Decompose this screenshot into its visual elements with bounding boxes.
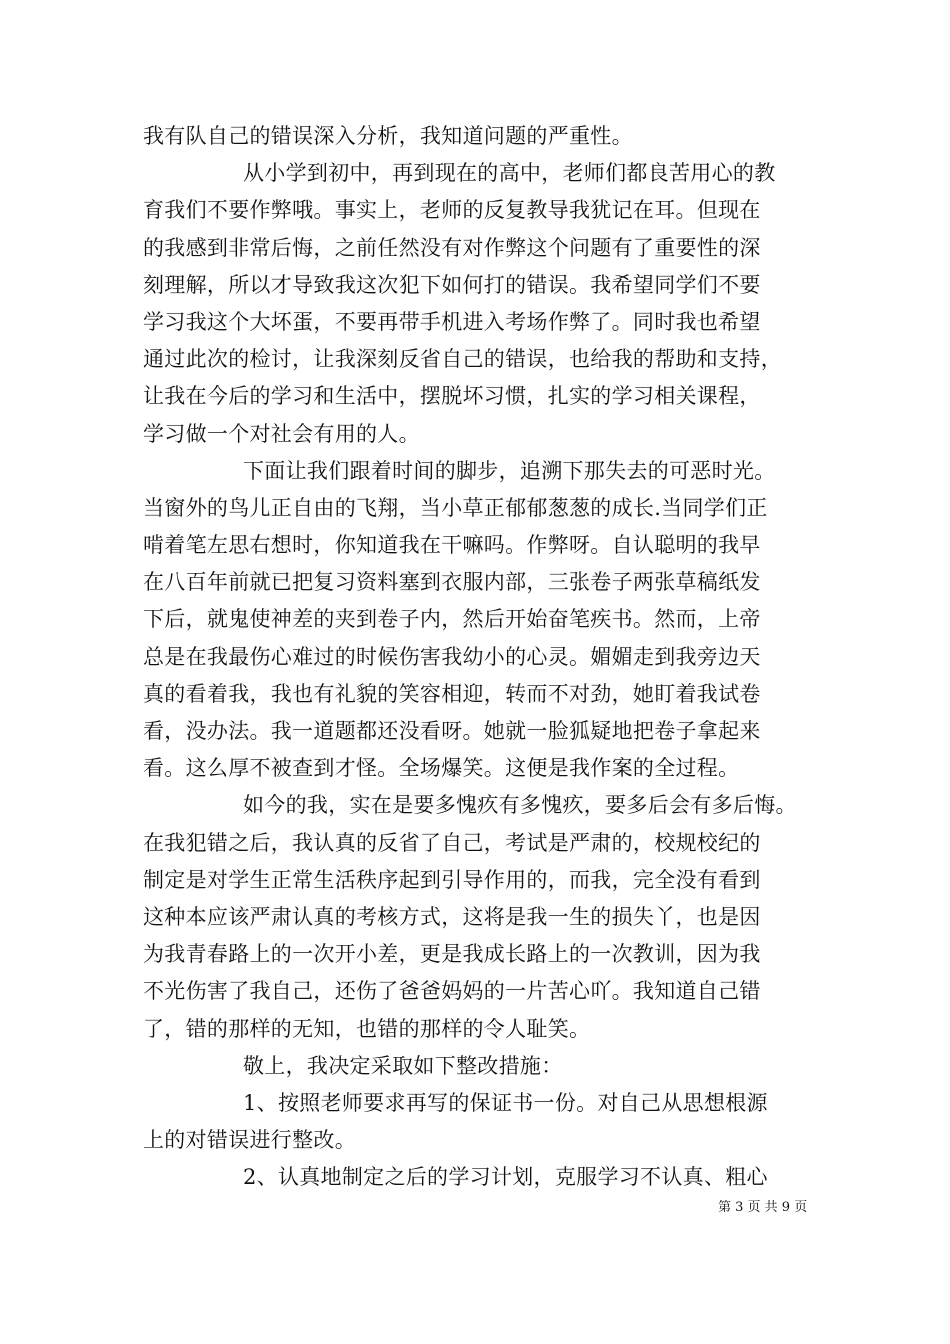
text-line: 下面让我们跟着时间的脚步，追溯下那失去的可恶时光。	[243, 458, 776, 483]
text-line: 敬上，我决定采取如下整改措施：	[243, 1053, 563, 1078]
text-line: 刻理解，所以才导致我这次犯下如何打的错误。我希望同学们不要	[143, 272, 761, 297]
text-line: 在八百年前就已把复习资料塞到衣服内部，三张卷子两张草稿纸发	[143, 570, 761, 595]
text-line: 制定是对学生正常生活秩序起到引导作用的，而我，完全没有看到	[143, 867, 761, 892]
text-line: 在我犯错之后，我认真的反省了自己，考试是严肃的，校规校纪的	[143, 830, 761, 855]
text-line: 当窗外的鸟儿正自由的飞翔，当小草正郁郁葱葱的成长.当同学们正	[143, 495, 768, 520]
text-line: 真的看着我，我也有礼貌的笑容相迎，转而不对劲，她盯着我试卷	[143, 681, 761, 706]
text-line: 学习我这个大坏蛋，不要再带手机进入考场作弊了。同时我也希望	[143, 309, 761, 334]
text-line: 如今的我，实在是要多愧疚有多愧疚，要多后会有多后悔。	[243, 793, 797, 818]
text-line: 2、认真地制定之后的学习计划，克服学习不认真、粗心	[243, 1165, 768, 1190]
text-line: 育我们不要作弊哦。事实上，老师的反复教导我犹记在耳。但现在	[143, 198, 761, 223]
text-line: 不光伤害了我自己，还伤了爸爸妈妈的一片苦心吖。我知道自己错	[143, 979, 761, 1004]
text-line: 这种本应该严肃认真的考核方式，这将是我一生的损失丫，也是因	[143, 904, 761, 929]
text-line: 1、按照老师要求再写的保证书一份。对自己从思想根源	[243, 1090, 768, 1115]
text-line: 通过此次的检讨，让我深刻反省自己的错误，也给我的帮助和支持，	[143, 347, 782, 372]
text-line: 让我在今后的学习和生活中，摆脱坏习惯，扎实的学习相关课程，	[143, 384, 761, 409]
text-line: 我有队自己的错误深入分析，我知道问题的严重性。	[143, 124, 633, 148]
text-line: 啃着笔左思右想时，你知道我在干嘛吗。作弊呀。自认聪明的我早	[143, 533, 761, 558]
text-line: 下后，就鬼使神差的夹到卷子内，然后开始奋笔疾书。然而，上帝	[143, 607, 761, 632]
document-body	[143, 118, 813, 1196]
text-line: 了，错的那样的无知，也错的那样的令人耻笑。	[143, 1016, 591, 1041]
text-line: 从小学到初中，再到现在的高中，老师们都良苦用心的教	[243, 161, 776, 186]
text-line: 为我青春路上的一次开小差，更是我成长路上的一次教训，因为我	[143, 942, 761, 967]
text-line: 总是在我最伤心难过的时候伤害我幼小的心灵。媚媚走到我旁边天	[143, 644, 761, 669]
text-line: 学习做一个对社会有用的人。	[143, 421, 420, 446]
text-line: 看，没办法。我一道题都还没看呀。她就一脸狐疑地把卷子拿起来	[143, 719, 761, 743]
page-number: 第 3 页 共 9 页	[718, 1200, 808, 1215]
text-line: 看。这么厚不被查到才怪。全场爆笑。这便是我作案的全过程。	[143, 756, 740, 781]
text-line: 的我感到非常后悔，之前任然没有对作弊这个问题有了重要性的深	[143, 235, 761, 260]
text-line: 上的对错误进行整改。	[143, 1128, 356, 1153]
